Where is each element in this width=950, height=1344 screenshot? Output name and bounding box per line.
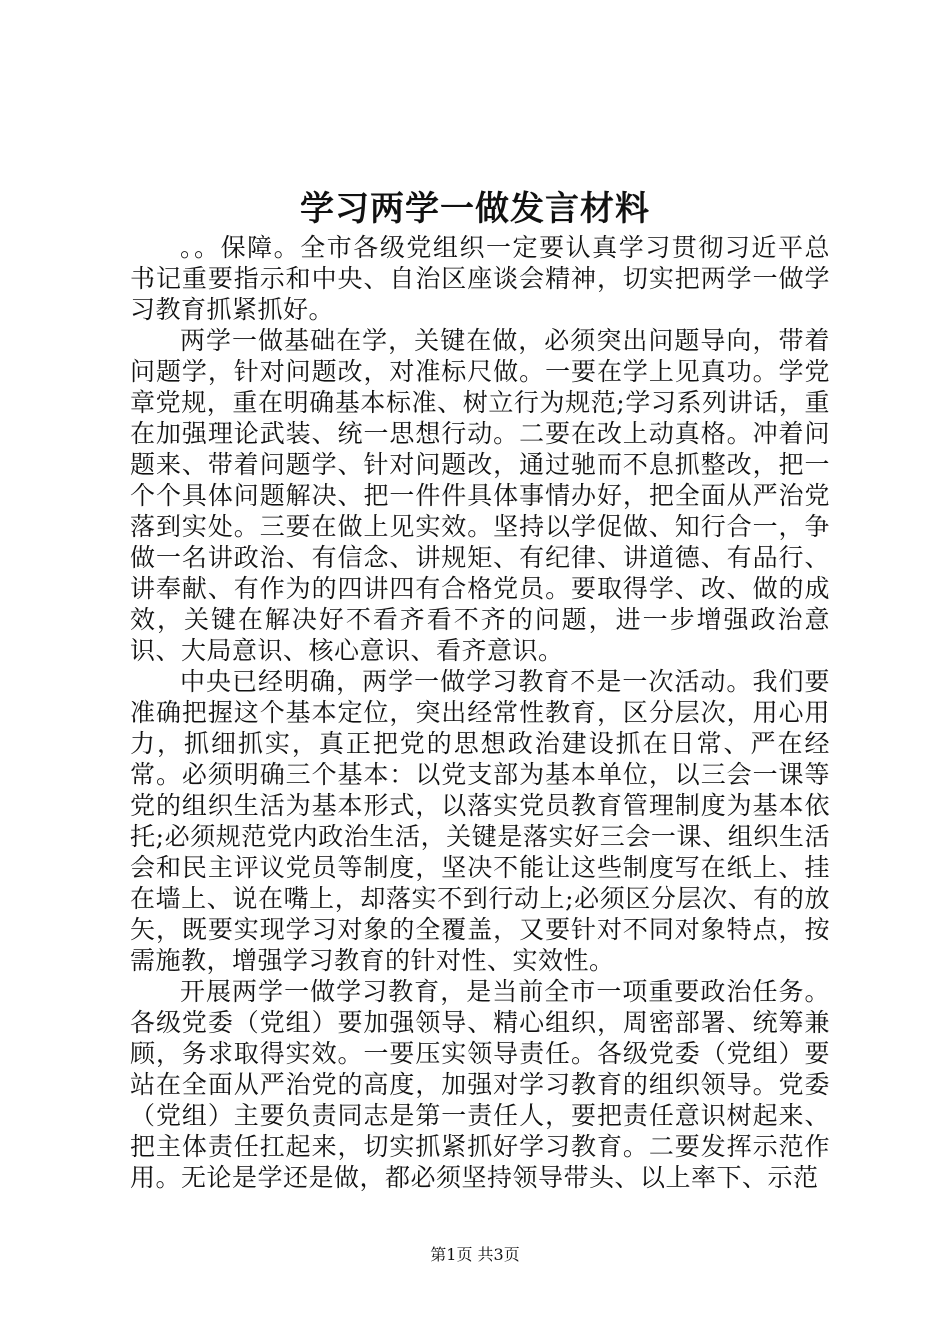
paragraph-2: 两学一做基础在学，关键在做，必须突出问题导向，带着问题学，针对问题改，对准标尺做。一要在学上见真功。学党章党规，重在明确基本标准、树立行为规范;学习系列讲话，重在加强理论武装、统一思想行动。二要在改上动真格。冲着问题来、带着问题学、针对问题改，通过驰而不息抓整改，把一个个具体问题解决、把一件件具体事情办好，把全面从严治党落到实处。三要在做上见实效。坚持以学促做、知行合一，争做一名讲政治、有信念、讲规矩、有纪律、讲道德、有品行、讲奉献、有作为的四讲四有合格党员。要取得学、改、做的成效，关键在解决好不看齐看不齐的问题，进一步增强政治意识、大局意识、核心意识、看齐意识。 [130, 326, 830, 665]
document-body [130, 232, 830, 1193]
paragraph-1: 。。保障。全市各级党组织一定要认真学习贯彻习近平总书记重要指示和中央、自治区座谈会精神，切实把两学一做学习教育抓紧抓好。 [130, 233, 830, 324]
paragraph-3: 中央已经明确，两学一做学习教育不是一次活动。我们要准确把握这个基本定位，突出经常性教育，区分层次，用心用力，抓细抓实，真正把党的思想政治建设抓在日常、严在经常。必须明确三个基本：以党支部为基本单位，以三会一课等党的组织生活为基本形式，以落实党员教育管理制度为基本依托;必须规范党内政治生活，关键是落实好三会一课、组织生活会和民主评议党员等制度，坚决不能让这些制度写在纸上、挂在墙上、说在嘴上，却落实不到行动上;必须区分层次、有的放矢，既要实现学习对象的全覆盖，又要针对不同对象特点，按需施教，增强学习教育的针对性、实效性。 [130, 667, 830, 975]
page-number-footer: 第1页 共3页 [430, 1245, 520, 1264]
paragraph-4: 开展两学一做学习教育，是当前全市一项重要政治任务。各级党委（党组）要加强领导、精心组织，周密部署、统筹兼顾，务求取得实效。一要压实领导责任。各级党委（党组）要站在全面从严治党的高度，加强对学习教育的组织领导。党委（党组）主要负责同志是第一责任人，要把责任意识树起来、把主体责任扛起来，切实抓紧抓好学习教育。二要发挥示范作用。无论是学还是做，都必须坚持领导带头、以上率下、示范 [130, 977, 830, 1192]
document-title: 学习两学一做发言材料 [300, 189, 650, 229]
